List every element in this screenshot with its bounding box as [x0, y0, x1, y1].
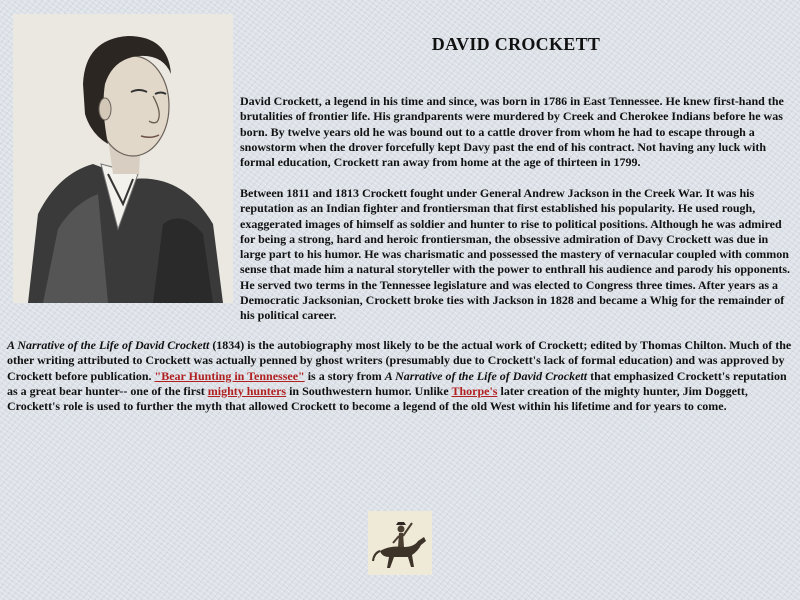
book-title: A Narrative of the Life of David Crockett	[384, 368, 588, 383]
career-paragraph: Between 1811 and 1813 Crockett fought under General Andrew Jackson in the Creek War. It was his reputation as an Indian fighter and frontiersman that first established his popularity. He used rough, exaggerated images of himself as soldier and hunter to rise to political positions. Although he was admired for being a strong, hard and heroic frontiersman, the obsessive admiration of Davy Crockett was due in large part to his humor. He was charismatic and possessed the mastery of vernacular coupled with common sense that made him a natural storyteller with the power to enthrall his audience and parody his opponents. He served two terms in the Tennessee legislature and was elected to Congress three times. After years as a Democratic Jacksonian, Crockett broke ties with Jackson in 1828 and became a Whig for the remainder of his political career.	[240, 186, 791, 323]
intro-paragraph: David Crockett, a legend in his time and since, was born in 1786 in East Tennessee. He knew first-hand the brutalities of frontier life. His grandparents were murdered by Creek and Cherokee Indians before he was born. By twelve years old he was bound out to a cattle drover from whom he had to escape through a snowstorm when the drover forcefully kept Davy past the end of his contract. Not having any luck with formal education, Crockett ran away from home at the age of thirteen in 1799.	[240, 94, 784, 170]
paragraph-text: is a story from	[304, 368, 385, 383]
mighty-hunters-link[interactable]: mighty hunters	[207, 383, 287, 398]
page-title: DAVID CROCKETT	[431, 34, 601, 54]
paragraph-text: (1834) is the autobiography most likely to be the actual work of Crockett; edited by Thomas Chilton. Much of the other writing attributed to Crockett was actually penned by ghost writers (presumably due to Crockett's lack of formal education) and was approved by Crockett before publication.	[7, 338, 792, 383]
thorpes-link[interactable]: Thorpe's	[451, 383, 498, 398]
paragraph-text: that emphasized Crockett's reputation as a great bear hunter-- one of the first	[7, 368, 787, 398]
portrait-image	[13, 14, 233, 303]
horse-rider-image[interactable]	[368, 511, 432, 575]
book-title: A Narrative of the Life of David Crockett	[7, 338, 210, 352]
paragraph-text: later creation of the mighty hunter, Jim Doggett, Crockett's role is used to further the myth that allowed Crockett to become a legend of the old West within his lifetime and for years to come.	[7, 383, 748, 414]
paragraph-text: in Southwestern humor. Unlike	[286, 383, 452, 398]
narrative-paragraph	[7, 338, 795, 414]
bear-hunting-link[interactable]: "Bear Hunting in Tennessee"	[154, 368, 305, 383]
